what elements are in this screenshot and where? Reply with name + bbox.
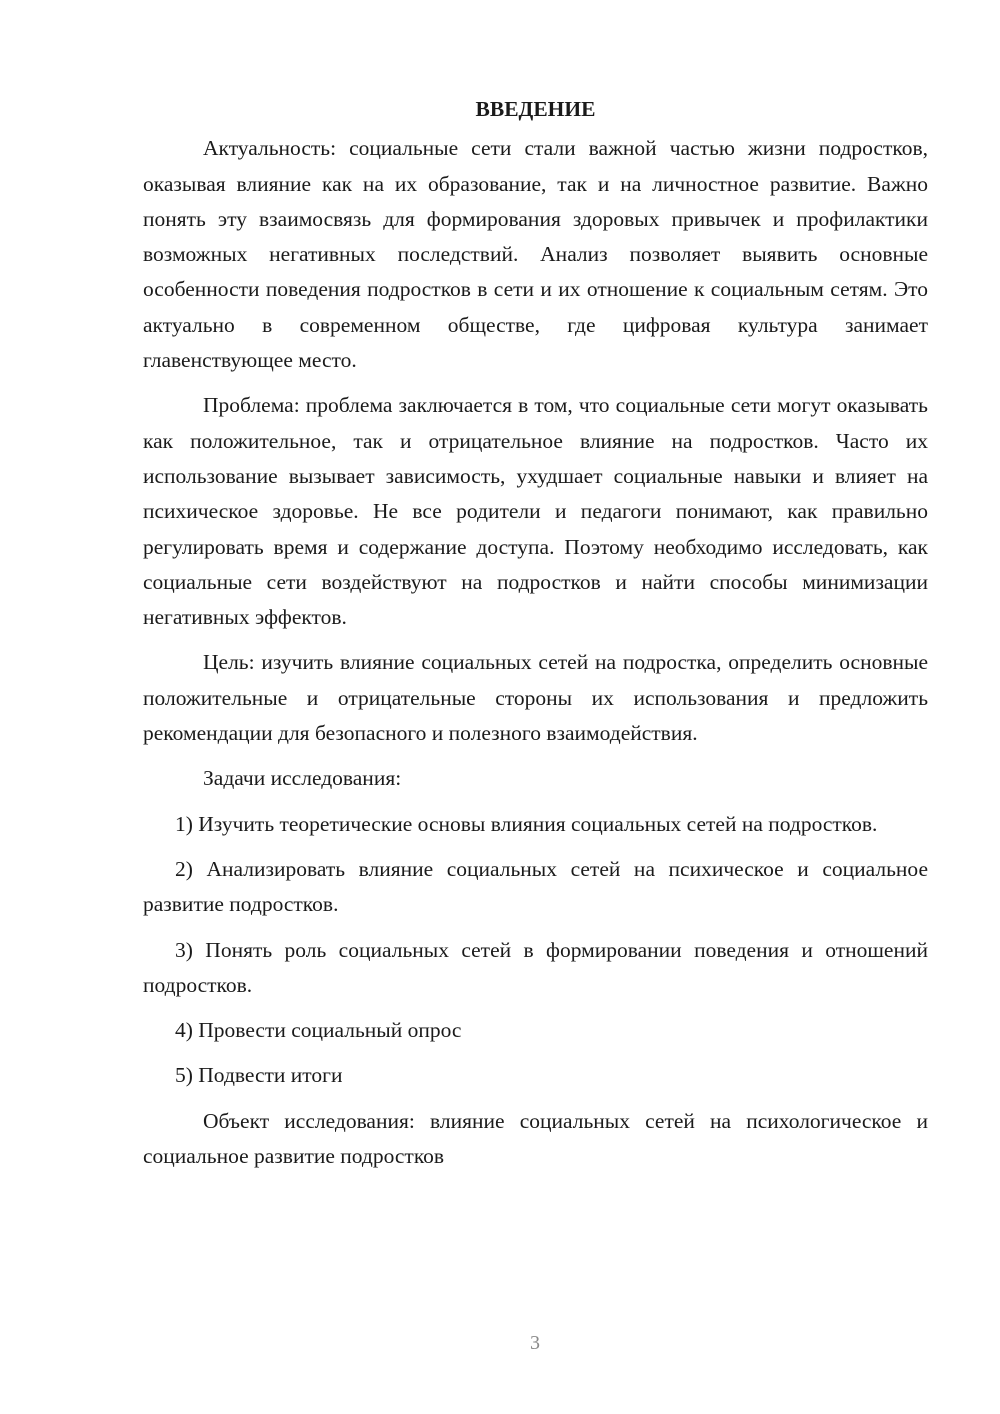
tasks-heading: Задачи исследования: [203,766,402,791]
document-page [143,92,928,1174]
task-item-1: 1) Изучить теоретические основы влияния социальных сетей на подростков. [175,811,878,836]
page-number: 3 [530,1332,540,1354]
task-item-3: 3) Понять роль социальных сетей в формировании поведения и отношений подростков. [143,937,928,997]
task-item-4: 4) Провести социальный опрос [175,1018,462,1043]
task-item-2: 2) Анализировать влияние социальных сетей на психическое и социальное развитие подростков. [143,856,928,917]
goal-paragraph: Цель: изучить влияние социальных сетей на подростка, определить основные положительные и отрицательные стороны их использования и предложить рекомендации для безопасного и полезного взаимодействия. [143,650,928,746]
section-title: ВВЕДЕНИЕ [475,97,596,121]
relevance-paragraph: Актуальность: социальные сети стали важной частью жизни подростков, оказывая влияние как на их образование, так и на личностное развитие. Важно понять эту взаимосвязь для формирования здоровых привычек и профилактики возможных негативных последствий. Анализ позволяет выявить основные особенности поведения подростков в сети и их отношение к социальным сетям. Это актуально в современном обществе, где цифровая культура занимает главенствующее место. [143,136,928,373]
problem-paragraph: Проблема: проблема заключается в том, что социальные сети могут оказывать как положительное, так и отрицательное влияние на подростков. Часто их использование вызывает зависимость, ухудшает социальные навыки и влияет на психическое здоровье. Не все родители и педагоги понимают, как правильно регулировать время и содержание доступа. Поэтому необходимо исследовать, как социальные сети воздействуют на подростков и найти способы минимизации негативных эффектов. [143,393,928,630]
research-object-paragraph: Объект исследования: влияние социальных сетей на психологическое и социальное развитие подростков [143,1108,928,1169]
task-item-5: 5) Подвести итоги [175,1063,343,1088]
